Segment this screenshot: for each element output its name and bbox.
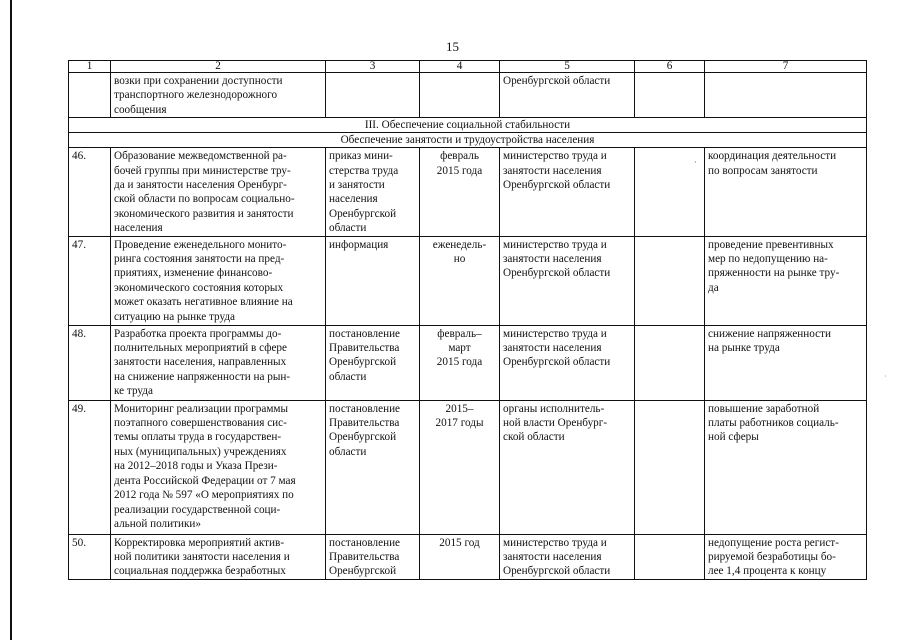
document-cell: постановление Правительства Оренбургской области — [326, 325, 420, 400]
deadline-cell: февраль 2015 года — [420, 148, 500, 236]
action-plan-table — [68, 60, 867, 580]
row-number-cell: 49. — [69, 400, 111, 534]
responsible-cell: министерство труда и занятости населения Оренбургской области — [500, 534, 635, 579]
empty-cell — [635, 400, 705, 534]
result-cell: недопущение роста регист- рируемой безработицы бо- лее 1,4 процента к концу — [705, 534, 867, 579]
empty-cell — [635, 236, 705, 325]
subsection-row — [69, 133, 867, 148]
column-number: 1 — [69, 61, 111, 73]
page-number: 15 — [446, 39, 459, 54]
event-cell: Корректировка мероприятий актив- ной политики занятости населения и социальная поддержка безработных — [111, 534, 326, 579]
row-number-cell: 50. — [69, 534, 111, 579]
table-row — [69, 148, 867, 236]
column-number-row — [69, 61, 867, 73]
event-cell: Мониторинг реализации программы поэтапного совершенствования сис- темы оплаты труда в государствен- ных (муниципальных) учреждениях на 2012–2018 годы и Указа Прези- дента Российской Федерации от 7 мая 2012 года № 597 «О мероприятиях по реализации государственной соци- альной политики» — [111, 400, 326, 534]
column-number: 7 — [705, 61, 867, 73]
binding-margin-line — [10, 0, 12, 640]
row-number-cell: 46. — [69, 148, 111, 236]
column-number: 6 — [635, 61, 705, 73]
section-row — [69, 118, 867, 133]
event-cell: возки при сохранении доступности транспортного железнодорожного сообщения — [111, 73, 326, 118]
deadline-cell: 2015– 2017 годы — [420, 400, 500, 534]
deadline-cell: еженедель- но — [420, 236, 500, 325]
responsible-cell: министерство труда и занятости населения Оренбургской области — [500, 148, 635, 236]
column-number: 2 — [111, 61, 326, 73]
document-cell: информация — [326, 236, 420, 325]
column-number: 3 — [326, 61, 420, 73]
result-cell: снижение напряженности на рынке труда — [705, 325, 867, 400]
event-cell: Разработка проекта программы до- полнительных мероприятий в сфере занятости населения, направленных на снижение напряженности на рын- ке труда — [111, 325, 326, 400]
event-cell: Образование межведомственной ра- бочей группы при министерстве тру- да и занятости населения Оренбург- ской области по вопросам социально- экономического развития и занятости населения — [111, 148, 326, 236]
section-title: III. Обеспечение социальной стабильности — [69, 118, 867, 133]
deadline-cell: февраль– март 2015 года — [420, 325, 500, 400]
responsible-cell: органы исполнитель- ной власти Оренбург- ской области — [500, 400, 635, 534]
event-cell: Проведение еженедельного монито- ринга состояния занятости на пред- приятиях, изменение финансово- экономического состояния которых может оказать негативное влияние на ситуацию на рынке труда — [111, 236, 326, 325]
document-cell: приказ мини- стерства труда и занятости населения Оренбургской области — [326, 148, 420, 236]
row-number-cell: 48. — [69, 325, 111, 400]
responsible-cell: министерство труда и занятости населения Оренбургской области — [500, 236, 635, 325]
table-row — [69, 236, 867, 325]
result-cell: повышение заработной платы работников социаль- ной сферы — [705, 400, 867, 534]
result-cell — [705, 73, 867, 118]
empty-cell — [635, 534, 705, 579]
deadline-cell: 2015 год — [420, 534, 500, 579]
row-number-cell: 47. — [69, 236, 111, 325]
table-row — [69, 325, 867, 400]
table-row — [69, 400, 867, 534]
document-cell: постановление Правительства Оренбургской — [326, 534, 420, 579]
subsection-title: Обеспечение занятости и трудоустройства населения — [69, 133, 867, 148]
responsible-cell: министерство труда и занятости населения Оренбургской области — [500, 325, 635, 400]
document-cell — [326, 73, 420, 118]
result-cell: координация деятельности по вопросам занятости — [705, 148, 867, 236]
empty-cell — [635, 73, 705, 118]
result-cell: проведение превентивных мер по недопущению на- пряженности на рынке тру- да — [705, 236, 867, 325]
empty-cell — [635, 325, 705, 400]
scan-speck: · — [694, 158, 697, 167]
column-number: 5 — [500, 61, 635, 73]
table-row — [69, 534, 867, 579]
responsible-cell: Оренбургской области — [500, 73, 635, 118]
document-cell: постановление Правительства Оренбургской области — [326, 400, 420, 534]
deadline-cell — [420, 73, 500, 118]
empty-cell — [635, 148, 705, 236]
scan-speck: · — [884, 372, 887, 381]
column-number: 4 — [420, 61, 500, 73]
continuation-row — [69, 73, 867, 118]
row-number-cell — [69, 73, 111, 118]
